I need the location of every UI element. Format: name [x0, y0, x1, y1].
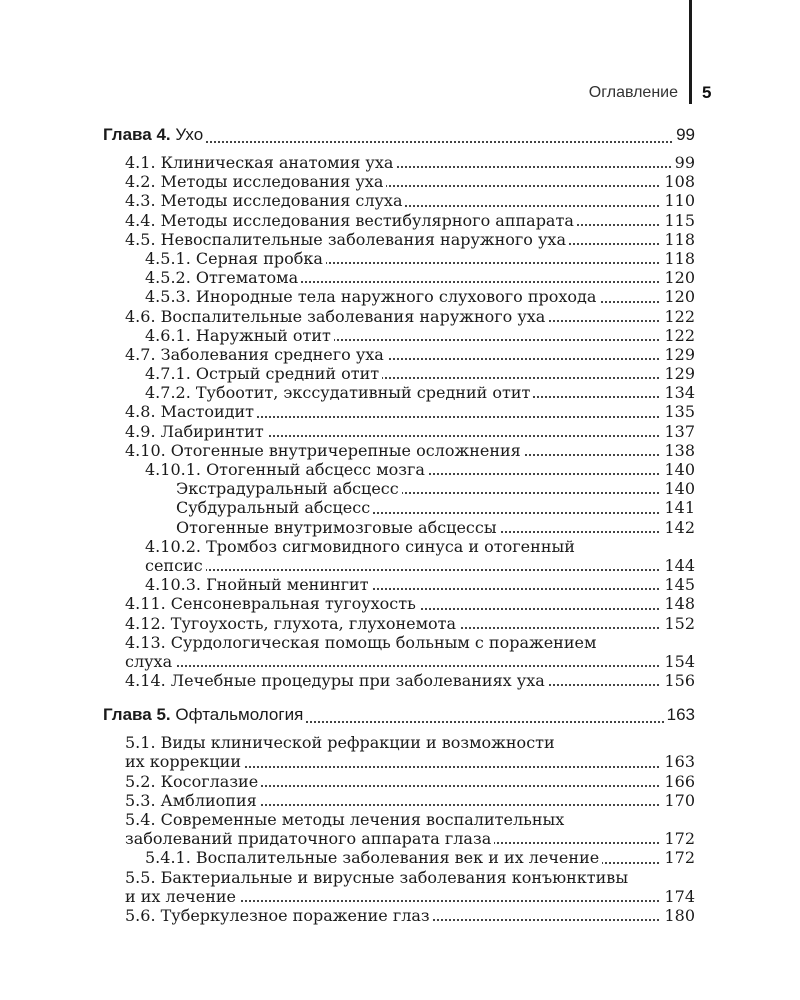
toc-entry-title: 4.11. Сенсоневральная тугоухость: [125, 594, 419, 613]
toc-page-number: 172: [661, 829, 695, 848]
toc-entry[interactable]: [103, 402, 695, 421]
toc-entry-title: 4.6. Воспалительные заболевания наружного уха: [125, 307, 548, 326]
toc-entry-title: 4.4. Методы исследования вестибулярного аппарата: [125, 211, 577, 230]
toc-entry-title: заболеваний придаточного аппарата глаза: [125, 829, 494, 848]
toc-page-number: 137: [661, 422, 695, 441]
toc-page-number: 170: [661, 791, 695, 810]
toc-page-number: 122: [661, 307, 695, 326]
toc-entry-title: и их лечение: [125, 887, 239, 906]
toc-entry-first-line[interactable]: 5.5. Бактериальные и вирусные заболевания конъюнктивы: [125, 867, 629, 887]
header-vertical-rule: [689, 0, 692, 104]
toc-entry[interactable]: [103, 230, 695, 249]
toc-entry[interactable]: [103, 307, 695, 326]
toc-page-number: 152: [661, 614, 695, 633]
toc-entry-title: 4.8. Мастоидит: [125, 402, 257, 421]
toc-page-number: 115: [661, 211, 695, 230]
toc-entry[interactable]: [103, 383, 695, 402]
chapter-title: Офтальмология: [175, 705, 304, 725]
toc-page-number: 154: [661, 652, 695, 671]
toc-entry[interactable]: [103, 479, 695, 498]
toc-page-number: 99: [672, 153, 695, 172]
toc-entry[interactable]: [103, 211, 695, 230]
dot-leader: [125, 665, 695, 667]
toc-page-number: 172: [661, 848, 695, 867]
toc-entry[interactable]: [103, 249, 695, 268]
dot-leader: [145, 569, 695, 571]
toc-page-number: 108: [661, 172, 695, 191]
toc-entry[interactable]: [103, 172, 695, 191]
page-number: 5: [702, 83, 712, 102]
toc-page-number: 141: [661, 498, 695, 517]
toc-entry-title: сепсис: [145, 556, 206, 575]
chapter-label: Глава 4.: [103, 125, 171, 144]
toc-page-number: 118: [661, 249, 695, 268]
toc-entry[interactable]: [103, 848, 695, 867]
toc-page-number: 120: [661, 287, 695, 306]
toc-page-number: 174: [661, 887, 695, 906]
toc-entry-title: 4.10.3. Гнойный менингит: [145, 575, 372, 594]
toc-entry-title: 5.2. Косоглазие: [125, 772, 261, 791]
chapter-title: Ухо: [175, 125, 204, 144]
toc-page-number: 110: [661, 191, 695, 210]
toc-page-number: 140: [661, 460, 695, 479]
toc-entry-title: 5.4.1. Воспалительные заболевания век и их лечение: [145, 848, 602, 867]
toc-entry[interactable]: [103, 556, 695, 575]
toc-page-number: 163: [661, 752, 695, 771]
toc-entry[interactable]: [103, 752, 695, 771]
toc-page-number: 144: [661, 556, 695, 575]
toc-entry-title: 4.7. Заболевания среднего уха: [125, 345, 387, 364]
toc-entry-title: 4.3. Методы исследования слуха: [125, 191, 405, 210]
toc-page-number: 138: [661, 441, 695, 460]
table-of-contents: [103, 123, 695, 925]
toc-entry-title: 4.5.1. Серная пробка: [145, 249, 326, 268]
toc-entry[interactable]: [103, 887, 695, 906]
toc-entry[interactable]: [103, 326, 695, 345]
toc-entry-title: 4.5.3. Инородные тела наружного слухового прохода: [145, 287, 599, 306]
toc-entry[interactable]: [103, 614, 695, 633]
toc-entry-title: 5.6. Туберкулезное поражение глаз: [125, 906, 433, 925]
toc-entry[interactable]: [103, 268, 695, 287]
toc-entry[interactable]: [103, 441, 695, 460]
toc-entry[interactable]: [103, 652, 695, 671]
toc-page-number: 129: [661, 345, 695, 364]
toc-page-number: 166: [661, 772, 695, 791]
running-head-title: Оглавление: [588, 84, 678, 101]
toc-entry[interactable]: [103, 498, 695, 517]
toc-page-number: 99: [673, 123, 695, 147]
toc-page-number: 129: [661, 364, 695, 383]
toc-entry-title: Отогенные внутримозговые абсцессы: [176, 518, 500, 537]
toc-page-number: 145: [661, 575, 695, 594]
toc-entry[interactable]: [103, 772, 695, 791]
toc-entry[interactable]: [103, 594, 695, 613]
toc-entry[interactable]: [103, 287, 695, 306]
toc-entry[interactable]: [103, 460, 695, 479]
toc-entry-title: 5.3. Амблиопия: [125, 791, 260, 810]
toc-entry-title: 4.10. Отогенные внутричерепные осложнения: [125, 441, 524, 460]
toc-entry-title: 4.5. Невоспалительные заболевания наружного уха: [125, 230, 569, 249]
toc-entry[interactable]: [103, 671, 695, 690]
toc-entry-title: 4.2. Методы исследования уха: [125, 172, 386, 191]
toc-entry-first-line[interactable]: 4.13. Сурдологическая помощь больным с поражением: [125, 632, 597, 652]
toc-page-number: 122: [661, 326, 695, 345]
toc-page-number: 142: [661, 518, 695, 537]
toc-entry[interactable]: [103, 575, 695, 594]
toc-entry[interactable]: [103, 364, 695, 383]
toc-entry-title: 4.9. Лабиринтит: [125, 422, 267, 441]
toc-page-number: 148: [661, 594, 695, 613]
toc-entry-title: 4.7.2. Тубоотит, экссудативный средний отит: [145, 383, 533, 402]
toc-page-number: 156: [661, 671, 695, 690]
toc-page-number: 118: [661, 230, 695, 249]
toc-page-number: 134: [661, 383, 695, 402]
toc-chapter-heading[interactable]: [103, 703, 695, 727]
toc-entry-first-line[interactable]: 5.1. Виды клинической рефракции и возможности: [125, 733, 555, 753]
toc-chapter-heading[interactable]: [103, 123, 695, 147]
toc-entry-title: их коррекции: [125, 752, 244, 771]
toc-entry-title: 4.1. Клиническая анатомия уха: [125, 153, 396, 172]
toc-entry[interactable]: [103, 906, 695, 925]
toc-page-number: 140: [661, 479, 695, 498]
toc-entry-title: 4.12. Тугоухость, глухота, глухонемота: [125, 614, 459, 633]
toc-entry[interactable]: [103, 829, 695, 848]
chapter-separator: [103, 690, 695, 703]
toc-entry[interactable]: [103, 345, 695, 364]
toc-page-number: 135: [661, 402, 695, 421]
toc-page-number: 163: [664, 703, 695, 727]
toc-entry-title: 4.14. Лечебные процедуры при заболеваниях уха: [125, 671, 548, 690]
toc-entry-title: Субдуральный абсцесс: [176, 498, 373, 517]
toc-entry[interactable]: [103, 153, 695, 172]
toc-entry-title: 4.5.2. Отгематома: [145, 268, 301, 287]
toc-page-number: 120: [661, 268, 695, 287]
toc-entry[interactable]: [103, 422, 695, 441]
toc-entry[interactable]: [103, 518, 695, 537]
toc-entry[interactable]: [103, 191, 695, 210]
toc-entry-first-line[interactable]: 5.4. Современные методы лечения воспалительных: [125, 810, 565, 829]
toc-entry[interactable]: [103, 791, 695, 810]
toc-entry-first-line[interactable]: 4.10.2. Тромбоз сигмовидного синуса и отогенный: [145, 536, 575, 556]
chapter-label: Глава 5.: [103, 705, 171, 725]
toc-entry-title: Экстрадуральный абсцесс: [176, 479, 402, 498]
toc-entry-title: 4.7.1. Острый средний отит: [145, 364, 382, 383]
toc-entry-title: 4.10.1. Отогенный абсцесс мозга: [145, 460, 428, 479]
toc-entry-title: слуха: [125, 652, 175, 671]
toc-entry-title: 4.6.1. Наружный отит: [145, 326, 334, 345]
toc-page-number: 180: [661, 906, 695, 925]
